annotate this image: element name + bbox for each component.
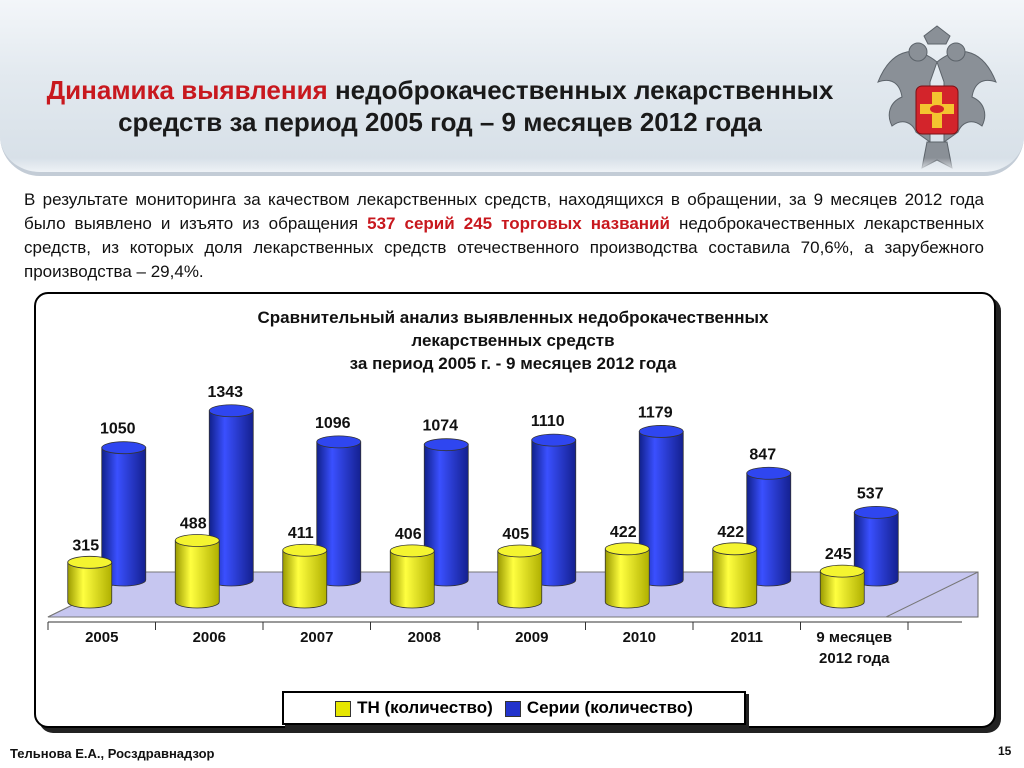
bar-series-top [639,425,683,437]
x-tick-label: 2008 [407,629,441,646]
data-label-series: 1096 [314,414,351,432]
data-label-tn: 411 [287,525,314,543]
bar-tn-top [390,545,434,557]
chart-legend [282,691,746,725]
bar-tn-top [283,544,327,556]
bar-series-top [424,439,468,451]
page-number: 15 [998,744,1012,758]
data-label-tn: 488 [179,515,207,533]
legend-label-series: Серии (количество) [526,698,693,717]
data-label-series: 537 [856,485,884,503]
data-label-tn: 406 [394,525,422,543]
chart-title-line1: Сравнительный анализ выявленных недоброкачественных [257,308,769,327]
bar-tn-top [820,565,864,577]
data-label-series: 1074 [422,417,459,435]
data-label-tn: 405 [502,525,530,543]
bar-series-top [747,467,791,479]
bar-tn [713,549,757,608]
bar-tn [498,551,542,608]
paragraph-highlight: 537 серий 245 торговых названий [367,214,670,233]
title-line1-rest: недоброкачественных лекарственных [334,75,834,105]
x-tick-label: 9 месяцев [816,629,893,646]
bar-series-top [532,434,576,446]
paragraph-start: В результате мониторинга за качеством лекарственных средств, находящихся в обращении, за 9 месяцев 2012 года было выявлено и изъято из обращения [24,190,984,233]
title-highlight: Динамика выявления [46,75,328,105]
legend-swatch-series [505,701,521,717]
data-label-series: 1179 [637,404,673,422]
bar-series-top [317,436,361,448]
bar-series-top [854,506,898,518]
legend-label-tn: ТН (количество) [357,698,493,717]
data-label-series: 1343 [207,383,244,401]
data-label-tn: 422 [609,523,637,541]
legend-item-series [505,698,693,718]
x-tick-label: 2007 [300,629,334,646]
bar-series-top [102,442,146,454]
bar-tn-top [605,543,649,555]
x-tick-label: 2010 [622,629,656,646]
data-label-series: 1050 [99,420,136,438]
bar-tn [605,549,649,608]
chart-title-line2: лекарственных средств [411,331,615,350]
footer-author: Тельнова Е.А., Росздравнадзор [10,746,215,761]
bar-tn [283,550,327,608]
bar-tn-top [713,543,757,555]
data-label-series: 847 [749,446,777,464]
bar-tn [68,562,112,608]
data-label-tn: 422 [717,523,745,541]
x-tick-label: 2005 [85,629,119,646]
x-tick-label: 2009 [515,629,549,646]
bar-tn-top [68,556,112,568]
x-tick-label: 2011 [730,629,764,646]
bar-tn-top [498,545,542,557]
x-tick-label: 2006 [192,629,226,646]
data-label-tn: 315 [72,537,100,555]
x-tick-label: 2012 года [819,650,890,667]
data-label-series: 1110 [530,413,565,431]
bar-tn [175,541,219,608]
bar-tn [390,551,434,608]
data-label-tn: 245 [824,546,852,564]
bar-tn-top [175,535,219,547]
bar-series-top [209,405,253,417]
legend-item-tn [335,698,493,718]
title-line2: средств за период 2005 год – 9 месяцев 2012 года [118,107,762,137]
chart-title-line3: за период 2005 г. - 9 месяцев 2012 года [349,354,677,373]
paragraph-end: недоброкачественных лекарственных средств, из которых доля лекарственных средств отечественного производства составила 70,6%, а зарубежного производства – 29,4%. [24,214,984,281]
legend-swatch-tn [335,701,351,717]
